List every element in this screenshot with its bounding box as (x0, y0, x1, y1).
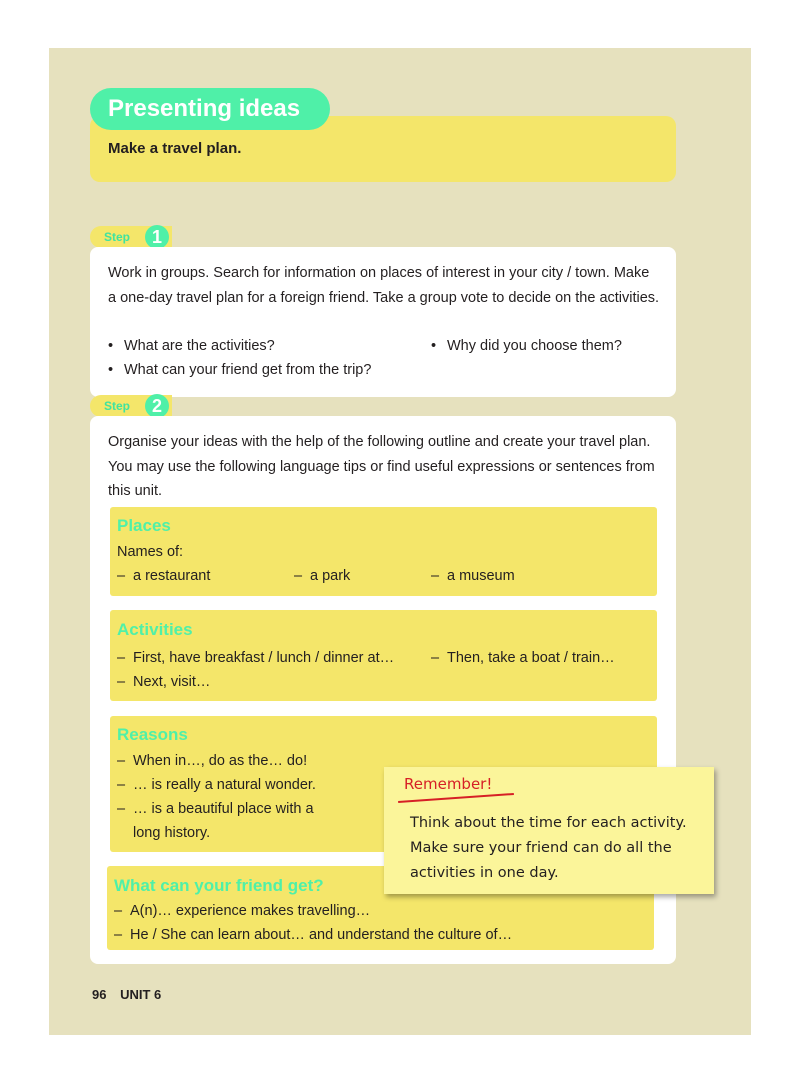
places-item-restaurant: – a restaurant (117, 568, 210, 584)
activities-heading: Activities (117, 620, 193, 639)
title-pill (90, 88, 330, 130)
remember-line-1: Think about the time for each activity. (410, 815, 687, 831)
remember-line-3: activities in one day. (410, 865, 559, 881)
activities-box (110, 610, 657, 701)
step-1-number: 1 (145, 225, 169, 249)
step-1-paragraph: Work in groups. Search for information on places of interest in your city / town. Make a one-day travel plan for a foreign friend. Take a group vote to decide on the activities. (108, 265, 660, 306)
step-1-label: Step (104, 230, 131, 244)
step-2-number: 2 (145, 394, 169, 418)
places-intro: Names of: (117, 544, 184, 560)
reasons-heading: Reasons (117, 725, 188, 744)
step-2-paragraph: Organise your ideas with the help of the following outline and create your travel plan. You may use the following language tips or find useful expressions or sentences from this unit. (108, 434, 655, 499)
page-number: 96 (92, 987, 107, 1002)
places-item-museum: – a museum (431, 568, 515, 584)
remember-note (384, 767, 714, 894)
activities-item-1: – First, have breakfast / lunch / dinner at… (117, 650, 394, 666)
activities-item-3: – Next, visit… (117, 674, 210, 690)
step-1-bullet-3: • What can your friend get from the trip? (124, 362, 371, 378)
places-heading: Places (117, 516, 171, 535)
step-1-card (90, 247, 676, 397)
remember-body (410, 811, 700, 886)
remember-title: Remember! (404, 775, 493, 793)
friend-heading: What can your friend get? (114, 876, 324, 895)
remember-underline (398, 793, 514, 803)
places-item-park: – a park (294, 568, 350, 584)
friend-item-1: – A(n)… experience makes travelling… (114, 903, 370, 919)
places-box (110, 507, 657, 596)
page-subtitle: Make a travel plan. (108, 140, 242, 157)
unit-label: UNIT 6 (120, 987, 162, 1002)
page-footer (92, 987, 171, 1002)
friend-item-2: – He / She can learn about… and understand the culture of… (114, 927, 512, 943)
reasons-item-3-cont: long history. (133, 825, 211, 841)
remember-line-2: Make sure your friend can do all the (410, 840, 672, 856)
activities-item-2: – Then, take a boat / train… (431, 650, 615, 666)
step-1-bullet-2: • Why did you choose them? (447, 338, 622, 354)
reasons-item-1: – When in…, do as the… do! (117, 753, 307, 769)
reasons-item-3: – … is a beautiful place with a (117, 801, 314, 817)
step-2-label: Step (104, 399, 131, 413)
page-title: Presenting ideas (108, 95, 301, 122)
reasons-item-2: – … is really a natural wonder. (117, 777, 316, 793)
step-1-bullet-1: • What are the activities? (124, 338, 275, 354)
